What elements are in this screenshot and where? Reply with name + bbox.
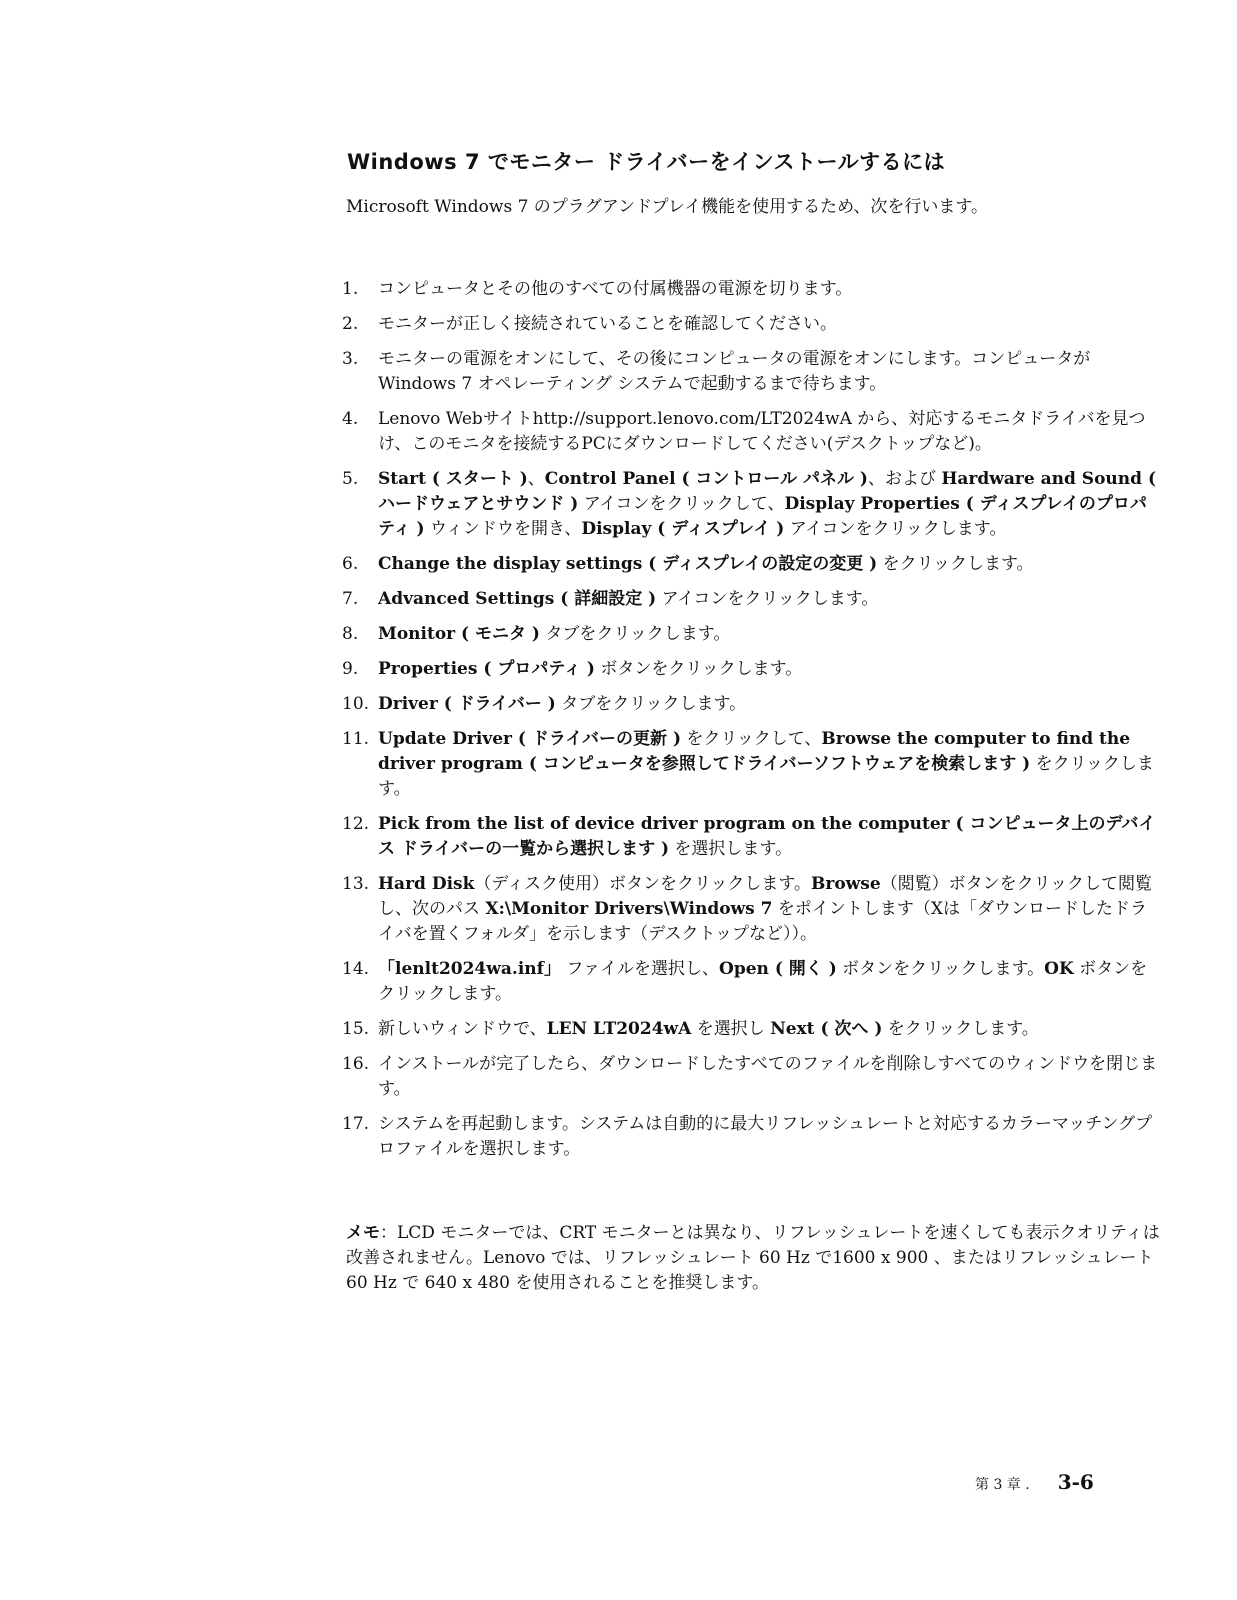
step-text: アイコンをクリックします。 — [656, 589, 879, 609]
step-text: を選択し — [691, 1019, 771, 1039]
step-item — [342, 552, 1162, 577]
step-bold-text: Start ( スタート ) — [378, 469, 528, 489]
step-bold-text: Control Panel ( コントロール パネル ) — [544, 469, 868, 489]
step-bold-text: OK — [1044, 959, 1074, 979]
step-text: モニターが正しく接続されていることを確認してください。 — [378, 314, 837, 334]
step-item — [342, 957, 1162, 1007]
step-number: 13. — [342, 874, 370, 894]
step-bold-text: Pick from the list of device driver program on the computer ( コンピュータ上のデバイス ドライバーの一覧から選択します ) — [378, 814, 1156, 859]
step-number: 9. — [342, 659, 359, 679]
step-bold-text: Update Driver ( ドライバーの更新 ) — [378, 729, 681, 749]
step-text: をポイントします（Xは「ダウンロードしたドライバを置くフォルダ」を示します（デスクトップなど））。 — [378, 899, 1148, 944]
step-item — [342, 587, 1162, 612]
step-bold-text: Properties ( プロパティ ) — [378, 659, 595, 679]
step-bold-text: Hard Disk — [378, 874, 475, 894]
step-item — [342, 812, 1162, 862]
page-number: 3-6 — [1057, 1470, 1094, 1494]
step-text: （ディスク使用）ボタンをクリックします。 — [474, 874, 811, 894]
step-text: ボタンをクリックします。 — [836, 959, 1045, 979]
step-number: 1. — [342, 279, 359, 299]
step-bold-text: Hardware and Sound ( ハードウェアとサウンド ) — [378, 469, 1156, 514]
step-number: 6. — [342, 554, 359, 574]
step-number: 4. — [342, 409, 359, 429]
step-number: 17. — [342, 1114, 370, 1134]
step-item — [342, 277, 1162, 302]
step-text: 新しいウィンドウで、 — [378, 1019, 547, 1039]
intro-paragraph: Microsoft Windows 7 のプラグアンドプレイ機能を使用するため、次を行います。 — [346, 197, 989, 217]
step-bold-text: Advanced Settings ( 詳細設定 ) — [378, 589, 657, 609]
step-item — [342, 872, 1162, 947]
step-bold-text: 「lenlt2024wa.inf」 — [378, 959, 561, 979]
step-number: 7. — [342, 589, 359, 609]
step-text: 、 — [527, 469, 545, 489]
step-item — [342, 657, 1162, 682]
step-text: アイコンをクリックして、 — [578, 494, 785, 514]
step-number: 3. — [342, 349, 359, 369]
step-bold-text: Open ( 開く ) — [719, 959, 837, 979]
step-text: をクリックします。 — [877, 554, 1034, 574]
section-heading: Windows 7 でモニター ドライバーをインストールするには — [347, 150, 946, 174]
install-steps-list — [342, 277, 1162, 1172]
step-text: をクリックします。 — [882, 1019, 1039, 1039]
step-item — [342, 1017, 1162, 1042]
step-bold-text: Driver ( ドライバー ) — [378, 694, 556, 714]
note-paragraph — [346, 1221, 1176, 1296]
step-text: をクリックします。 — [378, 754, 1154, 799]
step-number: 10. — [342, 694, 370, 714]
step-text: ファイルを選択し、 — [560, 959, 720, 979]
step-item — [342, 692, 1162, 717]
step-text: インストールが完了したら、ダウンロードしたすべてのファイルを削除しすべてのウィンドウを閉じます。 — [378, 1054, 1158, 1099]
note-text: ：LCD モニターでは、CRT モニターとは異なり、リフレッシュレートを速くしても表示クオリティは改善されません。Lenovo では、リフレッシュレート 60 Hz で1600 x 900 、またはリフレッシュレート 60 Hz で 640 x 480 を使用されることを推奨します。 — [346, 1223, 1160, 1293]
step-bold-text: Next ( 次へ ) — [770, 1019, 883, 1039]
step-text: ボタンをクリックします。 — [378, 959, 1148, 1004]
step-item — [342, 407, 1162, 457]
step-number: 11. — [342, 729, 370, 749]
step-text: Lenovo Webサイトhttp://support.lenovo.com/LT2024wA から、対応するモニタドライバを見つけ、このモニタを接続するPCにダウンロードしてください(デスクトップなど)。 — [378, 409, 1146, 454]
step-text: を選択します。 — [669, 839, 793, 859]
step-text: ボタンをクリックします。 — [594, 659, 803, 679]
chapter-label: 第 3 章 . — [975, 1477, 1030, 1493]
step-number: 16. — [342, 1054, 370, 1074]
step-bold-text: Display Properties ( ディスプレイのプロパティ ) — [378, 494, 1147, 539]
step-bold-text: Change the display settings ( ディスプレイの設定の変更 ) — [378, 554, 878, 574]
step-text: システムを再起動します。システムは自動的に最大リフレッシュレートと対応するカラーマッチングプロファイルを選択します。 — [378, 1114, 1153, 1159]
step-bold-text: Monitor ( モニタ ) — [378, 624, 540, 644]
step-text: をクリックして、 — [681, 729, 822, 749]
step-text: タブをクリックします。 — [555, 694, 747, 714]
step-text: ウィンドウを開き、 — [424, 519, 582, 539]
step-item — [342, 467, 1162, 542]
step-number: 12. — [342, 814, 370, 834]
note-label: メモ — [346, 1223, 380, 1243]
step-item — [342, 1052, 1162, 1102]
step-item — [342, 622, 1162, 647]
step-number: 5. — [342, 469, 359, 489]
step-bold-text: X:\Monitor Drivers\Windows 7 — [485, 899, 773, 919]
step-bold-text: LEN LT2024wA — [546, 1019, 692, 1039]
step-text: 、および — [867, 469, 942, 489]
step-text: （閲覧）ボタンをクリックして閲覧し、次のパス — [378, 874, 1153, 919]
step-item — [342, 1112, 1162, 1162]
step-item — [342, 347, 1162, 397]
step-text: モニターの電源をオンにして、その後にコンピュータの電源をオンにします。コンピュータが Windows 7 オペレーティング システムで起動するまで待ちます。 — [378, 349, 1091, 394]
step-number: 2. — [342, 314, 359, 334]
step-text: コンピュータとその他のすべての付属機器の電源を切ります。 — [378, 279, 853, 299]
step-text: アイコンをクリックします。 — [784, 519, 1007, 539]
step-number: 8. — [342, 624, 359, 644]
page-footer — [975, 1470, 1094, 1494]
step-bold-text: Display ( ディスプレイ ) — [581, 519, 785, 539]
step-text: タブをクリックします。 — [539, 624, 731, 644]
step-bold-text: Browse the computer to find the driver program ( コンピュータを参照してドライバーソフトウェアを検索します ) — [378, 729, 1131, 774]
step-number: 15. — [342, 1019, 370, 1039]
step-number: 14. — [342, 959, 370, 979]
step-item — [342, 727, 1162, 802]
step-bold-text: Browse — [811, 874, 881, 894]
step-item — [342, 312, 1162, 337]
